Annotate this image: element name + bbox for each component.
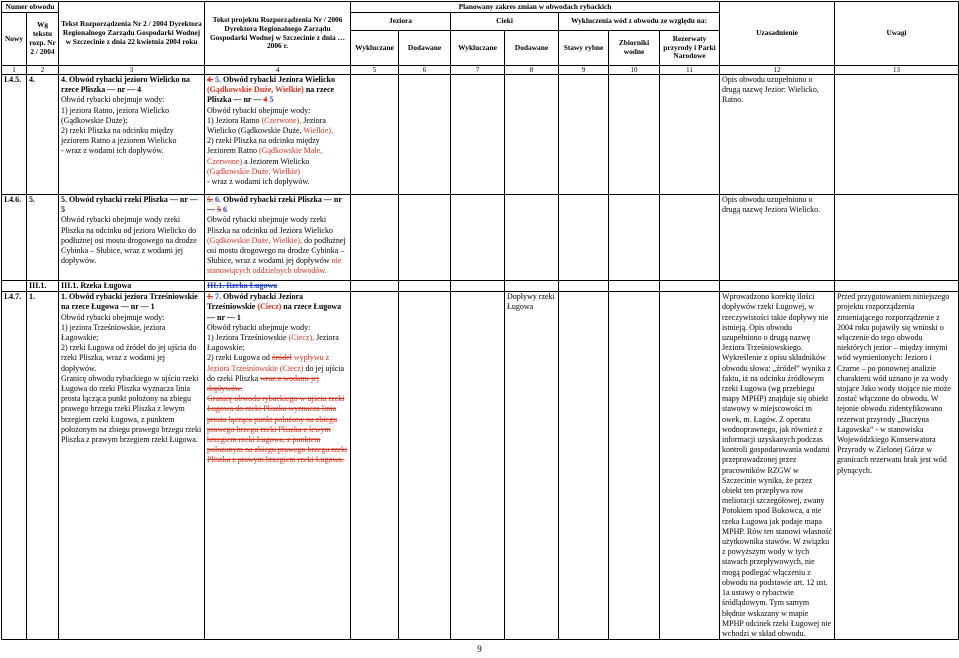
header-wykluczane-jeziora: Wykluczane — [351, 31, 399, 66]
header-jeziora: Jeziora — [351, 13, 451, 31]
header-dodawane-cieki: Dodawane — [505, 31, 559, 66]
row-new-text — [205, 292, 351, 640]
old-line: Obwód rybacki obejmuje wody: — [61, 312, 165, 322]
old-line: 1) jeziora Trześniowskie, jeziora Łagowskie; — [61, 322, 166, 343]
row-uzasadnienie: Wprowadzono korektę ilości dopływów rzeki Ługowej, w rzeczywistości takie dopływy nie istnieją. Opis obwodu uzupełniono o drugą nazwę Jeziora Trześniowskiego. Wykreślenie z opisu składników obwodu słowa: „źródeł” wynika z faktu, iż na odcinku źródłowym rzeki Ługowa (wg przebiegu mapy MPHP) znajduje się obiekt stawowy w miejscowości m owek, m. Łagów. Z operatu wodnoprawnego, jak również z informacji uzyskanych podczas kontroli gospodarowania wodami przeprowadzonej przez pracowników RZGW w Szczecinie wynika, że przez obiekt ten przepływa row melioracji szczegółowej, zwany Potokiem spod Bukowca, a nie rzeka Ługowa jak podaje mapa MPHP. Rów ten stanowi własność użytkownika stawów. W związku z powyższym wody w tych stawach przepływowych, nie mogą podlegać włączeniu z obwodu na podstawie art. 12 ust. 1a ustawy o rybactwie śródlądowym. Tym samym błędnie wskazany w mapie MPHP odcinek rzeki Ługowej nie wchodzi w skład obwodu. — [720, 292, 835, 640]
inserted-text: wypływu z Jeziora Trześniowskie (Ciecz) — [207, 353, 330, 373]
header-planowany: Planowany zakres zmian w obwodach rybackich — [351, 2, 720, 13]
row-nowy: I.4.7. — [2, 292, 27, 640]
deleted-text: 5. — [207, 195, 214, 204]
inserted-text: (Gądkowskie Duże, Wielkie), — [207, 235, 303, 245]
col-number: 12 — [720, 66, 835, 75]
old-line: Granicę obwodu rybackiego w ujściu rzeki Ługowa do rzeki Pliszka wyznacza linia prosta łącząca punkt położony na zbiegu prawego brzegu rzeki Pliszka z lewym brzegiem rzeki Ługowa, z punktem położonym na zbiegu prawego brzegu rzeki Pliszka z prawym brzegiem rzeki Ługowa. — [61, 373, 202, 445]
new-line: Obwód rybacki obejmuje wody rzeki Pliszka na odcinku od Jeziora Wielicko — [207, 215, 333, 235]
new-line: a Jeziorem Wielicko — [244, 156, 310, 166]
table-row — [2, 195, 959, 281]
new-line: 1) Jeziora Ratno — [207, 115, 260, 125]
old-line: - wraz z wodami ich dopływów. — [61, 146, 164, 156]
col-number: 8 — [505, 66, 559, 75]
fishing-districts-table — [1, 1, 959, 640]
row-wg: 5. — [27, 195, 59, 281]
row-nowy: I.4.6. — [2, 195, 27, 281]
new-line: 2) rzeki Pliszka na odcinku między Jeziorem Ratno — [207, 136, 320, 156]
old-line: Obwód rybacki obejmuje wody: — [61, 95, 165, 105]
row-old-text — [59, 75, 205, 195]
header-tekst-projektu: Tekst projektu Rozporządzenia Nr / 2006 Dyrektora Regionalnego Zarządu Gospodarki Wodnej w Szczecinie z dnia … 2006 r. — [205, 2, 351, 66]
deleted-text: wraz z wodami jej dopływów. — [207, 373, 319, 394]
deleted-text: 4. — [207, 75, 214, 84]
inserted-text: (Czerwone), — [261, 115, 302, 125]
inserted-text: Wielkie) — [275, 85, 304, 95]
new-line: 1) Jeziora Trześniowskie — [207, 333, 287, 343]
new-line: do podłużnej osi mostu drogowego na drodze Cybinka – Słubice, wraz z wodami jej dopływów — [207, 235, 346, 266]
inserted-text: 6 — [223, 205, 228, 215]
inserted-text: Wielkie), — [303, 126, 334, 136]
row-nowy: I.4.5. — [2, 75, 27, 195]
table-row — [2, 281, 959, 292]
page-number: 9 — [477, 644, 482, 654]
col-number: 13 — [835, 66, 959, 75]
header-numer-obwodu: Numer obwodu — [2, 2, 59, 13]
table-row — [2, 292, 959, 640]
new-line: Jeziora Łagowskie; — [207, 333, 339, 353]
new-line: Obwód rybacki obejmuje wody: — [207, 322, 311, 332]
header-nowy: Nowy — [2, 13, 27, 66]
inserted-text: 7. — [215, 292, 222, 302]
header-stawy: Stawy rybne — [559, 31, 609, 66]
old-line: 2) rzeki Ługowa od źródeł do jej ujścia do rzeki Pliszka, wraz z wodami jej dopływów. — [61, 343, 197, 373]
inserted-text: (Gądkowskie Małe, Czerwone) — [207, 146, 323, 166]
old-line: Obwód rybacki obejmuje wody rzeki Pliszka na odcinku od jeziora Wielicko do podłużnej osi mostu drogowego na drodze Cybinka – Słubice, wraz z wodami jej dopływów. — [61, 215, 197, 266]
col-number: 1 — [2, 66, 27, 75]
new-title: na rzece Ługowa — nr — 1 — [207, 302, 342, 322]
new-title: Obwód rybacki Jeziora Wielicko — [223, 75, 335, 84]
inserted-text: 5. — [215, 75, 222, 84]
col-number: 4 — [205, 66, 351, 75]
new-line: do jej ujścia do rzeki Pliszka — [207, 363, 345, 383]
row-wg: 4. — [27, 75, 59, 195]
row-old-text — [59, 195, 205, 281]
col-number: 10 — [609, 66, 660, 75]
new-line: - wraz z wodami ich dopływów. — [207, 177, 310, 187]
new-line: 2) rzeki Ługowa od — [207, 353, 270, 363]
deleted-text: 5 — [217, 205, 222, 215]
row-new-text — [205, 195, 351, 281]
header-dodawane-jeziora: Dodawane — [399, 31, 451, 66]
col-number: 6 — [399, 66, 451, 75]
old-title: 4. Obwód rybacki jezioro Wielicko na rzece Pliszka — nr — 4 — [61, 75, 190, 95]
row-uzasadnienie: Opis obwodu uzupełniono o drugą nazwę Jeziora Wielicko. — [720, 195, 835, 281]
row-section-number: III.1. — [27, 281, 59, 292]
row-cieki-dodawane: Dopływy rzeki Ługowa — [505, 292, 559, 640]
table-row — [2, 75, 959, 195]
inserted-text: nie stanowiących oddzielnych obwodów. — [207, 256, 342, 276]
col-number: 11 — [660, 66, 720, 75]
old-title: 5. Obwód rybacki rzeki Pliszka — nr — 5 — [61, 195, 198, 215]
col-number: 9 — [559, 66, 609, 75]
new-title: na rzece Pliszka — nr — — [207, 85, 335, 105]
old-line: 2) rzeki Pliszka na odcinku między jeziorem Ratno a jeziorem Wielicko — [61, 126, 177, 146]
col-number: 5 — [351, 66, 399, 75]
row-section-old: III.1. Rzeka Ługowa — [59, 281, 205, 292]
new-title: Obwód rybacki rzeki Pliszka — nr — — [207, 195, 342, 215]
deleted-text: źródeł — [271, 353, 292, 363]
deleted-text: 1. — [207, 292, 214, 302]
col-number: 7 — [451, 66, 505, 75]
header-wg-tekstu: Wg tekstu rozp. Nr 2 / 2004 — [27, 13, 59, 66]
deleted-text: 4 — [263, 95, 268, 105]
new-line: Jeziora Wielicko (Gądkowskie Duże, — [207, 115, 326, 136]
deleted-text: Granicę obwodu rybackiego w ujściu rzeki Ługowa do rzeki Pliszka wyznacza linia prosta łącząca punkt położony na zbiegu prawego brzegu rzeki Pliszka z lewym brzegiem rzeki Ługowa, z punktem położonym na zbiegu prawego brzegu rzeki Pliszka z prawym brzegiem rzeki Ługowa. — [207, 394, 348, 465]
header-zbiorniki: Zbiorniki wodne — [609, 31, 660, 66]
old-title: 1. Obwód rybacki jeziora Trześniowskie na rzece Ługowa — nr — 1 — [61, 292, 198, 312]
header-wykluczane-cieki: Wykluczane — [451, 31, 505, 66]
header-wykluczenia: Wykluczenia wód z obwodu ze względu na: — [559, 13, 720, 31]
inserted-text: (Ciecz), — [288, 333, 315, 343]
inserted-text: (Ciecz) — [257, 302, 282, 312]
row-wg: 1. — [27, 292, 59, 640]
inserted-text: 6. — [215, 195, 222, 204]
inserted-text: (Gądkowskie Duże, Wielkie) — [207, 166, 301, 176]
inserted-text: (Gądkowskie Duże, — [207, 85, 274, 95]
header-cieki: Cieki — [451, 13, 559, 31]
row-new-text — [205, 75, 351, 195]
header-uwagi: Uwagi — [835, 2, 959, 66]
col-number: 2 — [27, 66, 59, 75]
col-number: 3 — [59, 66, 205, 75]
header-rezerwaty: Rezerwaty przyrody i Parki Narodowe — [660, 31, 720, 66]
header-tekst-rozp: Tekst Rozporządzenia Nr 2 / 2004 Dyrektora Regionalnego Zarządu Gospodarki Wodnej w Szczecinie z dnia 22 kwietnia 2004 roku — [59, 2, 205, 66]
inserted-text: 5 — [269, 95, 274, 105]
row-old-text — [59, 292, 205, 640]
row-uwagi: Przed przygotowaniem niniejszego projektu rozporządzenia zmieniającego rozporządzenie z 2004 roku pojawiły się wnioski o włączenie do tego obwodu niektórych jezior – między innymi wód wymienionych: Jezioro i Czarne – po ponownej analizie charakteru wód uznano je za wody stojące Jako wody stojące nie może zostać włączone do obwodu. W tejonie obwodu zidentyfikowano rezerwat przyrody „Buczyna Łagowska” - w stanowiska Wojewódzkiego Konserwatora Przyrody w Zielonej Górze w granicach rezerwatu brak jest wód płynących. — [835, 292, 959, 640]
new-title: Obwód rybacki Jeziora Trześniowskie — [207, 292, 304, 312]
row-uzasadnienie: Opis obwodu uzupełniono o drugą nazwę Jezior: Wielicko, Ratno. — [720, 75, 835, 195]
new-line: Obwód rybacki obejmuje wody: — [207, 105, 311, 115]
row-section-new: III.1. Rzeka Ługowa — [205, 281, 351, 292]
header-uzasadnienie: Uzasadnienie — [720, 2, 835, 66]
old-line: 1) jeziora Ratno, jeziora Wielicko (Gądkowskie Duże); — [61, 105, 170, 125]
